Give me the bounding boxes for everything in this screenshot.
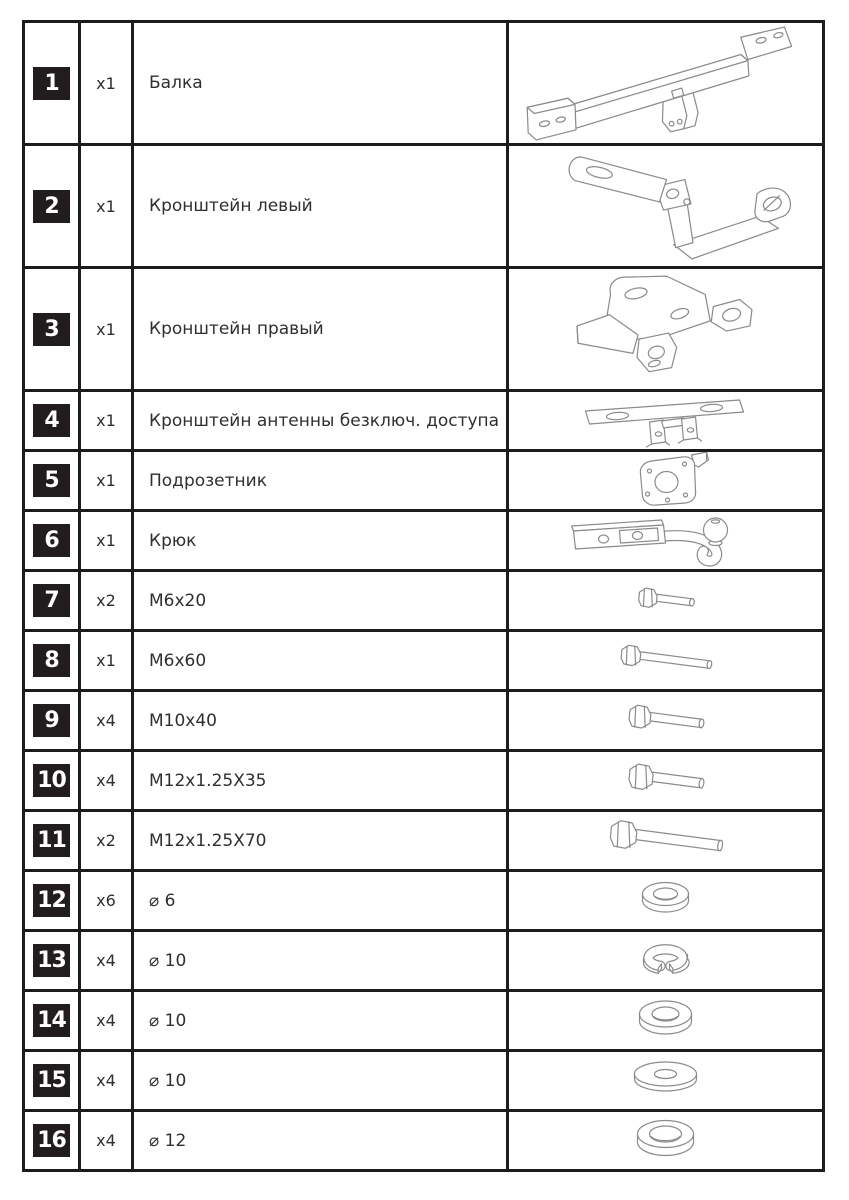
part-number-cell bbox=[25, 1112, 81, 1169]
part-number-cell bbox=[25, 932, 81, 989]
part-description: Кронштейн левый bbox=[149, 196, 313, 216]
description-cell bbox=[134, 452, 509, 509]
part-number-badge: 10 bbox=[33, 764, 70, 797]
part-description: M6x60 bbox=[149, 650, 207, 671]
table-row bbox=[25, 392, 822, 452]
part-description: ⌀ 10 bbox=[149, 1070, 187, 1091]
part-number-cell bbox=[25, 23, 81, 143]
description-cell bbox=[134, 872, 509, 929]
description-cell bbox=[134, 392, 509, 449]
illustration-cell bbox=[509, 452, 822, 509]
part-quantity: x4 bbox=[96, 1071, 116, 1090]
part-number-cell bbox=[25, 1052, 81, 1109]
part-number-badge: 15 bbox=[33, 1064, 70, 1097]
quantity-cell bbox=[81, 1112, 134, 1169]
part-number-cell bbox=[25, 632, 81, 689]
part-number-badge: 6 bbox=[33, 524, 70, 557]
bracket-right-illustration bbox=[509, 269, 822, 389]
part-quantity: x1 bbox=[96, 411, 116, 430]
bolt-medium-thick-illustration bbox=[509, 752, 822, 809]
table-row bbox=[25, 632, 822, 692]
table-row bbox=[25, 146, 822, 269]
spring-washer-illustration bbox=[509, 932, 822, 989]
flat-washer-large-illustration bbox=[509, 1112, 822, 1169]
table-row bbox=[25, 452, 822, 512]
part-description: M6x20 bbox=[149, 590, 207, 611]
quantity-cell bbox=[81, 146, 134, 266]
description-cell bbox=[134, 692, 509, 749]
antenna-bracket-illustration bbox=[509, 392, 822, 449]
table-row bbox=[25, 269, 822, 392]
socket-plate-illustration bbox=[509, 452, 822, 509]
description-cell bbox=[134, 932, 509, 989]
part-description: Подрозетник bbox=[149, 470, 267, 491]
part-number-cell bbox=[25, 269, 81, 389]
part-number-cell bbox=[25, 392, 81, 449]
part-quantity: x1 bbox=[96, 531, 116, 550]
illustration-cell bbox=[509, 512, 822, 569]
part-number-badge: 11 bbox=[33, 824, 70, 857]
description-cell bbox=[134, 992, 509, 1049]
quantity-cell bbox=[81, 452, 134, 509]
part-number-badge: 7 bbox=[33, 584, 70, 617]
quantity-cell bbox=[81, 692, 134, 749]
illustration-cell bbox=[509, 23, 822, 143]
flat-washer-small-illustration bbox=[509, 872, 822, 929]
bolt-short-illustration bbox=[509, 572, 822, 629]
part-number-badge: 9 bbox=[33, 704, 70, 737]
quantity-cell bbox=[81, 392, 134, 449]
part-number-cell bbox=[25, 692, 81, 749]
part-quantity: x4 bbox=[96, 711, 116, 730]
part-number-badge: 12 bbox=[33, 884, 70, 917]
description-cell bbox=[134, 269, 509, 389]
part-description: ⌀ 6 bbox=[149, 890, 176, 911]
illustration-cell bbox=[509, 572, 822, 629]
part-number-cell bbox=[25, 992, 81, 1049]
part-number-cell bbox=[25, 146, 81, 266]
part-description: ⌀ 10 bbox=[149, 1010, 187, 1031]
table-row bbox=[25, 872, 822, 932]
part-quantity: x4 bbox=[96, 1011, 116, 1030]
part-quantity: x1 bbox=[96, 196, 116, 216]
illustration-cell bbox=[509, 932, 822, 989]
part-quantity: x6 bbox=[96, 891, 116, 910]
table-row bbox=[25, 572, 822, 632]
part-number-badge: 4 bbox=[33, 404, 70, 437]
illustration-cell bbox=[509, 992, 822, 1049]
quantity-cell bbox=[81, 1052, 134, 1109]
quantity-cell bbox=[81, 752, 134, 809]
part-quantity: x4 bbox=[96, 771, 116, 790]
table-row bbox=[25, 812, 822, 872]
quantity-cell bbox=[81, 23, 134, 143]
part-quantity: x2 bbox=[96, 831, 116, 850]
description-cell bbox=[134, 632, 509, 689]
part-number-badge: 3 bbox=[33, 313, 70, 346]
bolt-long-thin-illustration bbox=[509, 632, 822, 689]
part-number-badge: 16 bbox=[33, 1124, 70, 1157]
part-description: ⌀ 10 bbox=[149, 950, 187, 971]
bracket-left-illustration bbox=[509, 146, 822, 266]
part-quantity: x4 bbox=[96, 951, 116, 970]
illustration-cell bbox=[509, 632, 822, 689]
illustration-cell bbox=[509, 1052, 822, 1109]
part-quantity: x1 bbox=[96, 471, 116, 490]
table-row bbox=[25, 992, 822, 1052]
part-number-badge: 8 bbox=[33, 644, 70, 677]
description-cell bbox=[134, 572, 509, 629]
part-description: M12x1.25X35 bbox=[149, 770, 267, 791]
part-description: Балка bbox=[149, 73, 203, 93]
flat-washer-illustration bbox=[509, 992, 822, 1049]
bolt-long-thick-illustration bbox=[509, 812, 822, 869]
table-row bbox=[25, 692, 822, 752]
parts-table bbox=[22, 20, 825, 1172]
part-quantity: x2 bbox=[96, 591, 116, 610]
illustration-cell bbox=[509, 392, 822, 449]
part-number-cell bbox=[25, 572, 81, 629]
illustration-cell bbox=[509, 752, 822, 809]
part-number-cell bbox=[25, 872, 81, 929]
illustration-cell bbox=[509, 812, 822, 869]
illustration-cell bbox=[509, 1112, 822, 1169]
part-number-cell bbox=[25, 512, 81, 569]
part-quantity: x4 bbox=[96, 1131, 116, 1150]
table-row bbox=[25, 23, 822, 146]
part-quantity: x1 bbox=[96, 73, 116, 93]
description-cell bbox=[134, 752, 509, 809]
part-number-badge: 1 bbox=[33, 67, 70, 100]
towball-hook-illustration bbox=[509, 512, 822, 569]
illustration-cell bbox=[509, 692, 822, 749]
part-quantity: x1 bbox=[96, 651, 116, 670]
description-cell bbox=[134, 146, 509, 266]
illustration-cell bbox=[509, 872, 822, 929]
illustration-cell bbox=[509, 269, 822, 389]
part-description: M12x1.25X70 bbox=[149, 830, 267, 851]
part-description: ⌀ 12 bbox=[149, 1130, 187, 1151]
quantity-cell bbox=[81, 512, 134, 569]
quantity-cell bbox=[81, 269, 134, 389]
description-cell bbox=[134, 1052, 509, 1109]
table-row bbox=[25, 512, 822, 572]
quantity-cell bbox=[81, 932, 134, 989]
description-cell bbox=[134, 812, 509, 869]
table-row bbox=[25, 752, 822, 812]
table-row bbox=[25, 932, 822, 992]
part-number-cell bbox=[25, 812, 81, 869]
part-description: M10x40 bbox=[149, 710, 217, 731]
description-cell bbox=[134, 23, 509, 143]
table-row bbox=[25, 1052, 822, 1112]
part-number-cell bbox=[25, 452, 81, 509]
bolt-medium-illustration bbox=[509, 692, 822, 749]
quantity-cell bbox=[81, 572, 134, 629]
part-description: Кронштейн антенны безключ. доступа bbox=[149, 410, 500, 431]
part-number-badge: 14 bbox=[33, 1004, 70, 1037]
beam-illustration bbox=[509, 23, 822, 143]
quantity-cell bbox=[81, 632, 134, 689]
quantity-cell bbox=[81, 992, 134, 1049]
quantity-cell bbox=[81, 812, 134, 869]
table-row bbox=[25, 1112, 822, 1169]
wide-flat-washer-illustration bbox=[509, 1052, 822, 1109]
illustration-cell bbox=[509, 146, 822, 266]
quantity-cell bbox=[81, 872, 134, 929]
part-number-cell bbox=[25, 752, 81, 809]
part-number-badge: 2 bbox=[33, 190, 70, 223]
description-cell bbox=[134, 512, 509, 569]
part-description: Кронштейн правый bbox=[149, 319, 324, 339]
part-number-badge: 5 bbox=[33, 464, 70, 497]
description-cell bbox=[134, 1112, 509, 1169]
part-description: Крюк bbox=[149, 530, 197, 551]
part-number-badge: 13 bbox=[33, 944, 70, 977]
part-quantity: x1 bbox=[96, 319, 116, 339]
